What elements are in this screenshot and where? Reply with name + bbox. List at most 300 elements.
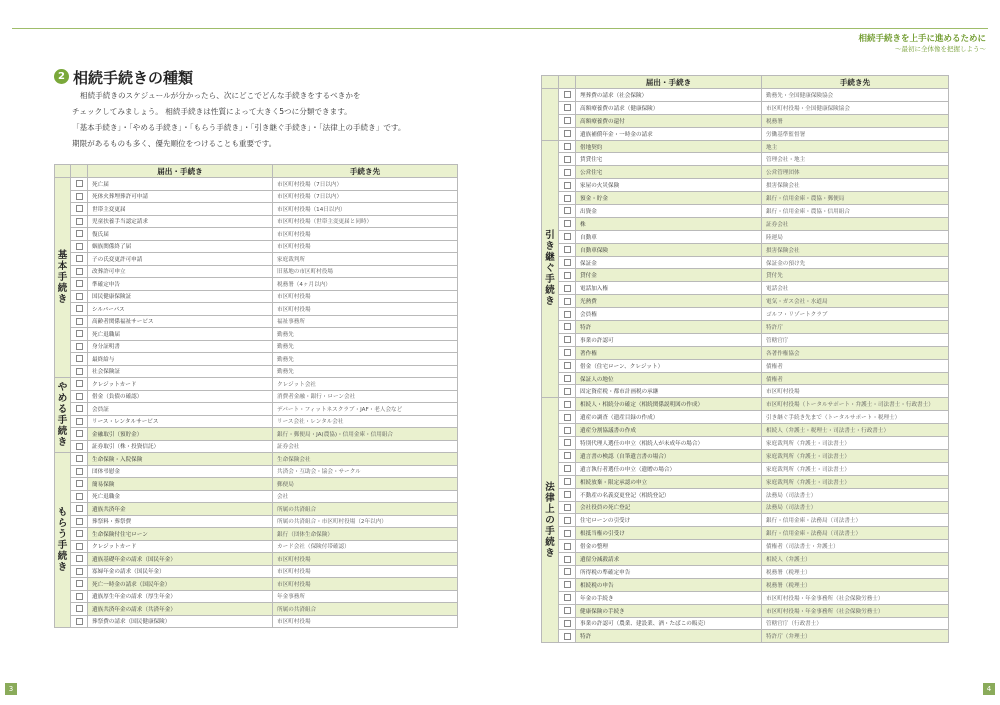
checkbox[interactable] — [564, 349, 571, 356]
table-row — [542, 179, 949, 192]
table-row — [55, 265, 458, 278]
checkbox-cell — [559, 295, 576, 308]
checkbox[interactable] — [76, 268, 83, 275]
table-row — [542, 282, 949, 295]
checkbox-cell — [71, 565, 88, 578]
procedure-name: 遺族厚生年金の請求（厚生年金） — [88, 590, 273, 603]
procedure-destination: リース会社・レンタル会社 — [273, 415, 458, 428]
checkbox-cell — [71, 553, 88, 566]
checkbox-cell — [71, 278, 88, 291]
category-text: 法律上の手続き — [545, 481, 555, 559]
table-row — [542, 398, 949, 411]
checkbox[interactable] — [564, 207, 571, 214]
procedure-name: 自動車 — [576, 230, 762, 243]
procedure-name: 埋葬費の請求（社会保険） — [576, 89, 762, 102]
checkbox[interactable] — [76, 543, 83, 550]
procedure-destination: 家庭裁判所（弁護士・司法書士） — [762, 475, 949, 488]
procedure-destination: 家庭裁判所 — [273, 253, 458, 266]
table-row — [55, 490, 458, 503]
procedure-name: 死体火葬埋葬許可申請 — [88, 190, 273, 203]
procedure-name: 不動産の名義変更登記（相続登記） — [576, 488, 762, 501]
procedure-destination: 家庭裁判所（弁護士・司法書士） — [762, 449, 949, 462]
checkbox[interactable] — [564, 272, 571, 279]
section-title: 相続手続きの種類 — [73, 69, 194, 87]
checkbox[interactable] — [76, 555, 83, 562]
category-text: もらう手続き — [57, 507, 68, 573]
procedure-name: 所得税の準確定申告 — [576, 565, 762, 578]
procedure-destination: 会社 — [273, 490, 458, 503]
checkbox[interactable] — [76, 218, 83, 225]
table-row — [542, 243, 949, 256]
table-row — [542, 372, 949, 385]
table-row — [542, 192, 949, 205]
table-row — [542, 514, 949, 527]
table-row — [55, 290, 458, 303]
checkbox[interactable] — [564, 91, 571, 98]
checkbox[interactable] — [564, 375, 571, 382]
procedure-destination: 勤務先 — [273, 365, 458, 378]
procedure-name: シルバーパス — [88, 303, 273, 316]
checkbox[interactable] — [76, 430, 83, 437]
procedure-destination: 税務署 — [762, 114, 949, 127]
checkbox-cell — [559, 553, 576, 566]
table-row — [542, 630, 949, 643]
procedure-destination: 管轄官庁（行政書士） — [762, 617, 949, 630]
table-row — [55, 515, 458, 528]
checkbox[interactable] — [564, 581, 571, 588]
checkbox[interactable] — [564, 298, 571, 305]
table-row — [55, 365, 458, 378]
procedure-name: 児童扶養手当認定請求 — [88, 215, 273, 228]
header-blank — [542, 76, 559, 89]
procedure-name: 会員権 — [576, 308, 762, 321]
checkbox[interactable] — [564, 156, 571, 163]
procedure-name: 死亡退職届 — [88, 328, 273, 341]
procedure-destination: 生命保険会社 — [273, 453, 458, 466]
table-row — [55, 478, 458, 491]
procedure-name: クレジットカード — [88, 540, 273, 553]
procedure-name: 社会保険証 — [88, 365, 273, 378]
procedure-name: 借金（住宅ローン、クレジット） — [576, 359, 762, 372]
table-row — [55, 615, 458, 628]
procedure-destination: 相続人（弁護士） — [762, 553, 949, 566]
procedure-name: 年金の手続き — [576, 591, 762, 604]
header-subtitle: 〜最初に全体像を把握しよう〜 — [895, 45, 986, 53]
checkbox[interactable] — [76, 605, 83, 612]
procedure-name: 預金・貯金 — [576, 192, 762, 205]
table-row — [55, 190, 458, 203]
checkbox[interactable] — [564, 323, 571, 330]
procedure-destination: 特許庁 — [762, 321, 949, 334]
checkbox-cell — [559, 501, 576, 514]
table-row — [55, 178, 458, 191]
checkbox-cell — [559, 321, 576, 334]
category-label — [55, 178, 71, 378]
checkbox-cell — [71, 615, 88, 628]
checkbox[interactable] — [564, 311, 571, 318]
procedure-name: 家屋の火災保険 — [576, 179, 762, 192]
table-row — [55, 428, 458, 441]
checkbox[interactable] — [564, 195, 571, 202]
table-row — [542, 166, 949, 179]
procedure-destination: 勤務先 — [273, 340, 458, 353]
checkbox-cell — [559, 578, 576, 591]
procedure-name: 相続税の申告 — [576, 578, 762, 591]
table-row — [542, 565, 949, 578]
table-row — [542, 308, 949, 321]
procedure-name: 貸付金 — [576, 269, 762, 282]
checkbox-cell — [559, 179, 576, 192]
checkbox[interactable] — [564, 607, 571, 614]
checkbox-cell — [559, 140, 576, 153]
procedure-destination: 銀行（団体生命保険） — [273, 528, 458, 541]
table-row — [55, 328, 458, 341]
table-row — [55, 553, 458, 566]
intro-line: 期限があるものも多く、優先順位をつけることも重要です。 — [72, 139, 277, 148]
table-row — [542, 230, 949, 243]
header-rule — [12, 28, 988, 29]
procedure-name: 保証金 — [576, 256, 762, 269]
table-row — [542, 591, 949, 604]
checkbox[interactable] — [76, 468, 83, 475]
procedure-name: 高額療養費の還付 — [576, 114, 762, 127]
checkbox[interactable] — [76, 443, 83, 450]
checkbox[interactable] — [76, 418, 83, 425]
checkbox[interactable] — [76, 180, 83, 187]
procedure-destination: 損害保険会社 — [762, 179, 949, 192]
procedure-destination: 市区町村役場・全国健康保険協会 — [762, 101, 949, 114]
table-row — [55, 440, 458, 453]
checkbox-cell — [559, 127, 576, 140]
procedure-destination: 保証金の預け先 — [762, 256, 949, 269]
checkbox-cell — [559, 604, 576, 617]
table-row — [542, 553, 949, 566]
procedure-name: 国民健康保険証 — [88, 290, 273, 303]
procedure-name: 簡易保険 — [88, 478, 273, 491]
procedure-destination: 市区町村役場（世帯主変更届と同時） — [273, 215, 458, 228]
checkbox-cell — [559, 230, 576, 243]
procedure-destination: 市区町村役場 — [273, 290, 458, 303]
checkbox-cell — [559, 437, 576, 450]
checkbox-cell — [71, 215, 88, 228]
checkbox[interactable] — [564, 117, 571, 124]
checkbox[interactable] — [564, 182, 571, 189]
checkbox[interactable] — [76, 480, 83, 487]
procedure-name: 会員証 — [88, 403, 273, 416]
table-row — [542, 295, 949, 308]
checkbox-cell — [71, 203, 88, 216]
checkbox[interactable] — [76, 293, 83, 300]
column-header-item: 届出・手続き — [88, 165, 273, 178]
procedure-destination: 貸付先 — [762, 269, 949, 282]
checkbox-cell — [559, 192, 576, 205]
checkbox[interactable] — [76, 305, 83, 312]
procedure-name: 最終給与 — [88, 353, 273, 366]
procedure-name: 固定資産税・都市計画税の承継 — [576, 385, 762, 398]
table-row — [55, 228, 458, 241]
procedure-name: 改葬許可申立 — [88, 265, 273, 278]
intro-line: チェックしてみましょう。 相続手続きは性質によって大きく5つに分類できます。 — [72, 107, 352, 116]
category-label — [55, 378, 71, 453]
checkbox-cell — [71, 303, 88, 316]
column-header-dest: 手続き先 — [762, 76, 949, 89]
checkbox[interactable] — [76, 230, 83, 237]
checkbox[interactable] — [76, 193, 83, 200]
checkbox[interactable] — [564, 220, 571, 227]
table-row — [55, 403, 458, 416]
procedure-destination: 市区町村役場 — [273, 553, 458, 566]
procedure-name: 死亡退職金 — [88, 490, 273, 503]
procedure-destination: 銀行・信用金庫・法務局（司法書士） — [762, 527, 949, 540]
checkbox[interactable] — [564, 478, 571, 485]
procedure-name: 世帯主変更届 — [88, 203, 273, 216]
checkbox[interactable] — [76, 243, 83, 250]
procedure-name: 根抵当権の引受け — [576, 527, 762, 540]
table-row — [55, 378, 458, 391]
checkbox[interactable] — [564, 233, 571, 240]
procedure-destination: 市区町村役場・年金事務所（社会保険労務士） — [762, 591, 949, 604]
table-row — [542, 346, 949, 359]
procedure-name: 遺族共済年金 — [88, 503, 273, 516]
table-row — [542, 269, 949, 282]
section-number-badge: 2 — [54, 69, 69, 84]
checkbox[interactable] — [564, 594, 571, 601]
checkbox-cell — [559, 269, 576, 282]
checkbox-cell — [71, 340, 88, 353]
procedure-name: 復氏届 — [88, 228, 273, 241]
table-row — [55, 315, 458, 328]
procedure-destination: 共済会・互助会・協会・サークル — [273, 465, 458, 478]
table-row — [542, 153, 949, 166]
table-row — [542, 475, 949, 488]
intro-line: 相続手続きのスケジュールが分かったら、次にどこでどんな手続きをするべきかを — [80, 91, 361, 100]
procedure-name: 健康保険の手続き — [576, 604, 762, 617]
checkbox-cell — [559, 153, 576, 166]
procedure-destination: 家庭裁判所（弁護士・司法書士） — [762, 437, 949, 450]
procedure-name: 子の氏変更許可申請 — [88, 253, 273, 266]
header-title: 相続手続きを上手に進めるために — [858, 34, 986, 44]
procedure-destination: ゴルフ・リゾートクラブ — [762, 308, 949, 321]
table-row — [542, 449, 949, 462]
table-row — [55, 240, 458, 253]
checkbox[interactable] — [564, 465, 571, 472]
procedure-destination: クレジット会社 — [273, 378, 458, 391]
table-row — [542, 488, 949, 501]
checkbox-cell — [559, 462, 576, 475]
checkbox[interactable] — [564, 439, 571, 446]
checkbox-cell — [71, 378, 88, 391]
checkbox[interactable] — [564, 336, 571, 343]
procedure-name: 自動車保険 — [576, 243, 762, 256]
procedure-name: 借地契約 — [576, 140, 762, 153]
checkbox[interactable] — [564, 104, 571, 111]
procedure-name: 証券取引（株・投資信託） — [88, 440, 273, 453]
procedure-destination: 証券会社 — [762, 217, 949, 230]
checkbox[interactable] — [76, 343, 83, 350]
checkbox[interactable] — [76, 580, 83, 587]
category-label — [55, 453, 71, 628]
checkbox[interactable] — [76, 368, 83, 375]
checkbox[interactable] — [564, 504, 571, 511]
checkbox[interactable] — [564, 556, 571, 563]
table-row — [542, 256, 949, 269]
checkbox-cell — [71, 453, 88, 466]
checkbox[interactable] — [564, 568, 571, 575]
table-row — [55, 603, 458, 616]
checkbox-cell — [559, 411, 576, 424]
checkbox-cell — [71, 540, 88, 553]
checkbox-cell — [71, 528, 88, 541]
checkbox-cell — [559, 514, 576, 527]
table-row — [55, 253, 458, 266]
checkbox[interactable] — [564, 259, 571, 266]
table-row — [55, 465, 458, 478]
procedure-destination: 労働基準監督署 — [762, 127, 949, 140]
checkbox[interactable] — [76, 493, 83, 500]
checkbox[interactable] — [76, 505, 83, 512]
table-row — [542, 127, 949, 140]
table-row — [542, 501, 949, 514]
checkbox[interactable] — [564, 517, 571, 524]
checkbox-cell — [559, 527, 576, 540]
table-row — [55, 340, 458, 353]
procedure-name: 団体弔慰金 — [88, 465, 273, 478]
checkbox[interactable] — [564, 633, 571, 640]
table-row — [55, 565, 458, 578]
table-row — [55, 303, 458, 316]
checkbox[interactable] — [564, 362, 571, 369]
checkbox[interactable] — [76, 380, 83, 387]
procedure-destination: 引き継ぐ手続き先まで（トータルサポート・税理士） — [762, 411, 949, 424]
procedure-destination: 市区町村役場 — [273, 303, 458, 316]
checkbox-cell — [559, 630, 576, 643]
checkbox[interactable] — [76, 205, 83, 212]
checkbox[interactable] — [564, 130, 571, 137]
checkbox-cell — [71, 403, 88, 416]
checkbox[interactable] — [564, 169, 571, 176]
procedure-destination: 銀行・郵便局・JA(農協)・信用金庫・信用組合 — [273, 428, 458, 441]
procedure-name: 借金（負債の確認） — [88, 390, 273, 403]
checkbox-cell — [71, 315, 88, 328]
table-row — [55, 503, 458, 516]
procedure-destination: 家庭裁判所（弁護士・司法書士） — [762, 462, 949, 475]
checkbox[interactable] — [76, 593, 83, 600]
checkbox-cell — [559, 346, 576, 359]
checkbox-cell — [71, 290, 88, 303]
procedure-name: 特別代理人選任の申立（相続人が未成年の場合） — [576, 437, 762, 450]
category-label — [542, 140, 559, 398]
procedure-destination: 公営管理団体 — [762, 166, 949, 179]
checkbox[interactable] — [76, 393, 83, 400]
checkbox-cell — [559, 166, 576, 179]
checkbox[interactable] — [76, 530, 83, 537]
table-row — [542, 411, 949, 424]
category-label — [542, 89, 559, 141]
checkbox[interactable] — [76, 405, 83, 412]
procedure-destination: 市区町村役場 — [762, 385, 949, 398]
page-number-left: 3 — [5, 683, 17, 695]
procedure-name: 準確定申告 — [88, 278, 273, 291]
procedure-destination: 税務署（税理士） — [762, 578, 949, 591]
table-row — [55, 278, 458, 291]
procedure-destination: 年金事務所 — [273, 590, 458, 603]
table-row — [55, 590, 458, 603]
table-row — [542, 617, 949, 630]
checkbox-cell — [71, 328, 88, 341]
procedure-name: 生命保険・入院保険 — [88, 453, 273, 466]
category-text: 基本手続き — [57, 250, 68, 305]
procedure-destination: 市区町村役場（7日以内） — [273, 190, 458, 203]
procedure-destination: 管轄官庁 — [762, 333, 949, 346]
checkbox[interactable] — [76, 255, 83, 262]
checkbox[interactable] — [76, 355, 83, 362]
checkbox[interactable] — [76, 280, 83, 287]
procedure-destination: 福祉事務所 — [273, 315, 458, 328]
category-label — [542, 398, 559, 643]
procedure-destination: 市区町村役場（7日以内） — [273, 178, 458, 191]
procedure-name: 借金の整理 — [576, 540, 762, 553]
procedure-name: 出資金 — [576, 205, 762, 218]
header-blank — [71, 165, 88, 178]
procedure-destination: 特許庁（弁理士） — [762, 630, 949, 643]
checkbox[interactable] — [564, 388, 571, 395]
procedure-name: 高齢者関係福祉サービス — [88, 315, 273, 328]
checkbox[interactable] — [76, 518, 83, 525]
checkbox-cell — [71, 590, 88, 603]
table-row — [542, 424, 949, 437]
checkbox[interactable] — [564, 427, 571, 434]
table-row — [55, 415, 458, 428]
checkbox[interactable] — [76, 455, 83, 462]
checkbox-cell — [71, 365, 88, 378]
checkbox[interactable] — [564, 143, 571, 150]
checkbox[interactable] — [564, 414, 571, 421]
checkbox[interactable] — [564, 543, 571, 550]
procedure-destination: 証券会社 — [273, 440, 458, 453]
checkbox[interactable] — [564, 452, 571, 459]
procedure-name: 事業の許認可（農業、建設業、酒・たばこの販売） — [576, 617, 762, 630]
left-procedures-table — [54, 164, 458, 628]
procedure-destination: 所属の共済組合・市区町村役場（2年以内） — [273, 515, 458, 528]
procedure-name: 身分証明書 — [88, 340, 273, 353]
checkbox[interactable] — [564, 491, 571, 498]
checkbox-cell — [559, 424, 576, 437]
checkbox-cell — [559, 475, 576, 488]
checkbox[interactable] — [564, 401, 571, 408]
checkbox[interactable] — [564, 620, 571, 627]
checkbox[interactable] — [76, 318, 83, 325]
checkbox-cell — [559, 282, 576, 295]
checkbox-cell — [559, 256, 576, 269]
table-row — [55, 528, 458, 541]
page-number-right: 4 — [983, 683, 995, 695]
checkbox[interactable] — [76, 330, 83, 337]
checkbox-cell — [559, 449, 576, 462]
table-row — [542, 205, 949, 218]
procedure-name: 事業の許認可 — [576, 333, 762, 346]
procedure-name: 金融取引（預貯金） — [88, 428, 273, 441]
procedure-destination: 勤務先・全国健康保険協会 — [762, 89, 949, 102]
checkbox-cell — [559, 243, 576, 256]
procedure-destination: 債権者 — [762, 359, 949, 372]
checkbox[interactable] — [76, 618, 83, 625]
procedure-destination: 勤務先 — [273, 328, 458, 341]
checkbox[interactable] — [76, 568, 83, 575]
checkbox[interactable] — [564, 246, 571, 253]
checkbox[interactable] — [564, 285, 571, 292]
procedure-name: 相続放棄・限定承認の申立 — [576, 475, 762, 488]
checkbox[interactable] — [564, 530, 571, 537]
